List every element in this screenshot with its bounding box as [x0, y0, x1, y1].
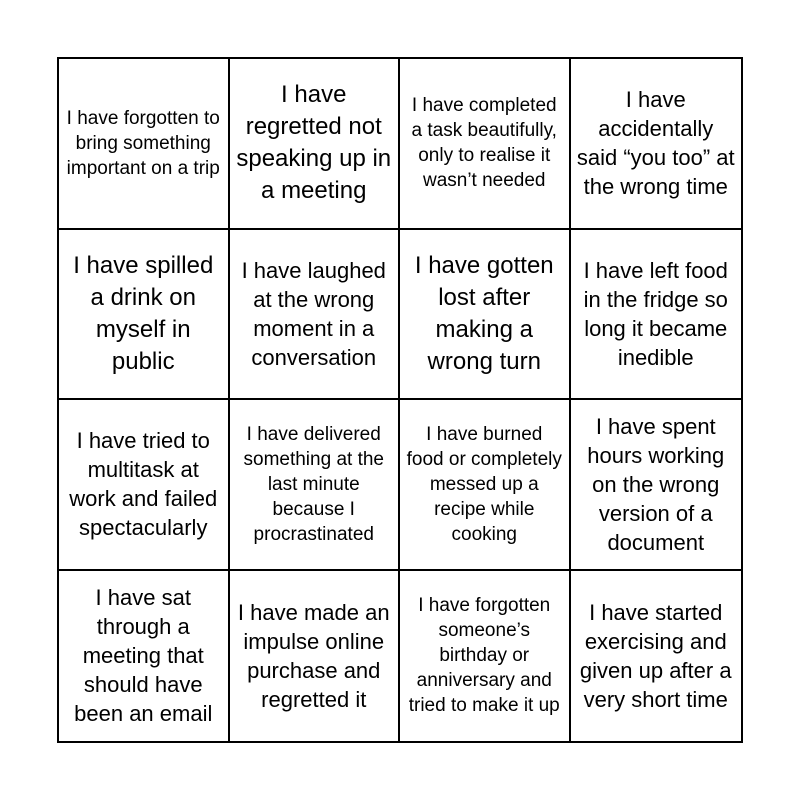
bingo-cell-text: I have left food in the fridge so long it became inedible — [583, 257, 728, 370]
bingo-cell-text: I have gotten lost after making a wrong turn — [414, 251, 554, 375]
bingo-cell-text: I have made an impulse online purchase and regretted it — [237, 599, 390, 712]
bingo-cell-text: I have regretted not speaking up in a meeting — [236, 81, 392, 205]
bingo-cell[interactable] — [571, 59, 742, 230]
bingo-cell[interactable] — [230, 571, 401, 742]
bingo-cell[interactable] — [59, 230, 230, 401]
bingo-cell[interactable] — [400, 59, 571, 230]
bingo-cell-text: I have forgotten someone’s birthday or anniversary and tried to make it up — [408, 595, 560, 717]
bingo-cell-text: I have started exercising and given up after a very short time — [579, 599, 732, 712]
bingo-board — [57, 57, 743, 743]
bingo-cell-text: I have forgotten to bring something important on a trip — [66, 107, 220, 179]
bingo-cell[interactable] — [230, 230, 401, 401]
bingo-cell-text: I have spent hours working on the wrong version of a document — [587, 413, 725, 555]
bingo-cell-text: I have sat through a meeting that should have been an email — [74, 585, 213, 727]
bingo-cell-text: I have accidentally said “you too” at the wrong time — [576, 87, 735, 200]
bingo-cell[interactable] — [400, 571, 571, 742]
bingo-cell[interactable] — [571, 571, 742, 742]
bingo-cell[interactable] — [400, 230, 571, 401]
bingo-cell[interactable] — [59, 571, 230, 742]
bingo-cell-text: I have tried to multitask at work and failed spectacularly — [69, 428, 218, 541]
bingo-cell-text: I have burned food or completely messed up a recipe while cooking — [406, 423, 562, 545]
bingo-cell[interactable] — [230, 59, 401, 230]
bingo-cell[interactable] — [230, 400, 401, 571]
bingo-cell[interactable] — [59, 400, 230, 571]
bingo-cell[interactable] — [59, 59, 230, 230]
bingo-cell-text: I have completed a task beautifully, only to realise it wasn’t needed — [411, 95, 557, 192]
bingo-cell-text: I have laughed at the wrong moment in a conversation — [241, 257, 386, 370]
bingo-cell[interactable] — [571, 230, 742, 401]
bingo-cell-text: I have spilled a drink on myself in public — [73, 251, 214, 375]
bingo-cell[interactable] — [400, 400, 571, 571]
bingo-cell-text: I have delivered something at the last minute because I procrastinated — [243, 423, 384, 545]
bingo-cell[interactable] — [571, 400, 742, 571]
